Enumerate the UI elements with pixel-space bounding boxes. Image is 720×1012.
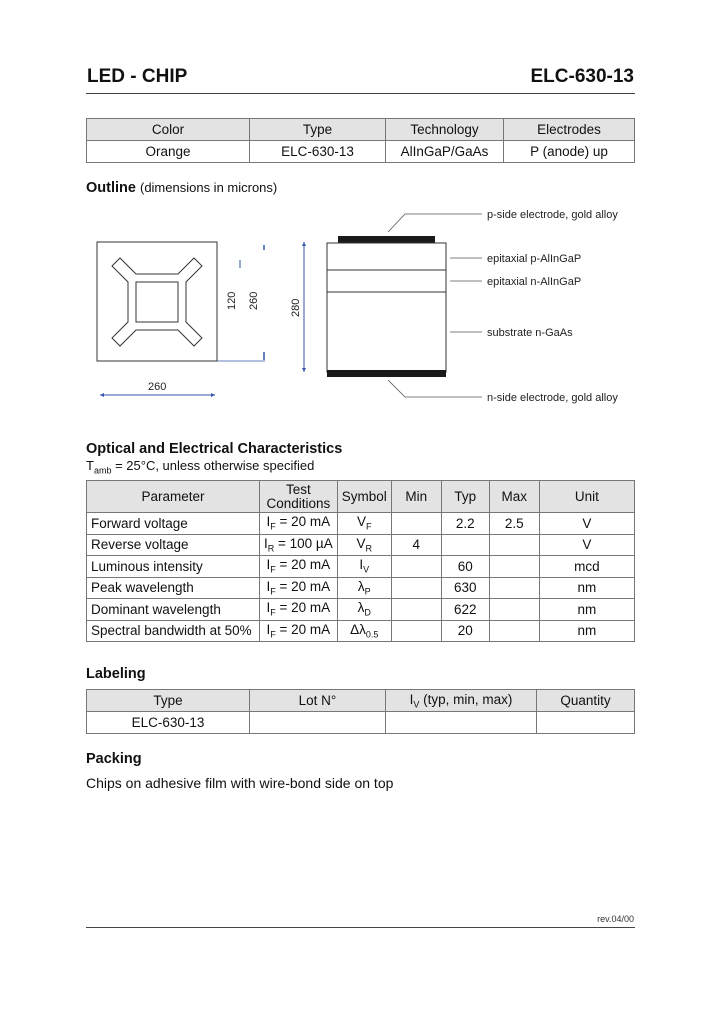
char-typ: 2.2 [441, 513, 489, 535]
header-part-number: ELC-630-13 [530, 66, 634, 87]
header-product-line: LED - CHIP [87, 66, 188, 87]
char-header-conditions: Test Conditions [260, 481, 338, 513]
label-header-type: Type [87, 690, 250, 712]
char-typ: 622 [441, 599, 489, 621]
dim-width: 260 [148, 381, 167, 393]
labeling-title: Labeling [86, 666, 146, 682]
char-unit: nm [539, 620, 634, 642]
char-cond: $I_F = 20$ mA [260, 599, 338, 621]
char-row [87, 534, 635, 556]
char-header-typ: Typ [441, 481, 489, 513]
char-typ: 20 [441, 620, 489, 642]
char-param: Peak wavelength [87, 577, 260, 599]
char-min: 4 [391, 534, 441, 556]
outline-drawing [0, 200, 720, 420]
outline-title: Outline [86, 180, 136, 196]
char-unit: V [539, 513, 634, 535]
characteristics-table [86, 480, 635, 642]
label-n-electrode: n-side electrode, gold alloy [487, 392, 618, 404]
overview-color: Orange [87, 141, 250, 163]
p-electrode-layer [338, 236, 435, 243]
char-typ: 60 [441, 556, 489, 578]
char-symbol: $\lambda_P$ [337, 577, 391, 599]
label-iv [386, 712, 537, 734]
char-param: Spectral bandwidth at 50% [87, 620, 260, 642]
dim-inner: 120 [226, 291, 238, 310]
footer-divider [86, 927, 635, 928]
chip-top-view [97, 242, 217, 361]
char-min [391, 513, 441, 535]
char-symbol: $\Delta\lambda_{0.5}$ [337, 620, 391, 642]
char-max [489, 599, 539, 621]
char-param: Luminous intensity [87, 556, 260, 578]
dim-side-height: 280 [290, 298, 302, 317]
char-header-min: Min [391, 481, 441, 513]
char-max [489, 577, 539, 599]
char-param: Forward voltage [87, 513, 260, 535]
char-typ: 630 [441, 577, 489, 599]
char-row [87, 513, 635, 535]
char-header-unit: Unit [539, 481, 634, 513]
label-substrate: substrate n-GaAs [487, 327, 573, 339]
overview-header-color: Color [87, 119, 250, 141]
overview-header-technology: Technology [386, 119, 504, 141]
char-max [489, 556, 539, 578]
char-cond: $I_F = 20$ mA [260, 577, 338, 599]
label-type: ELC-630-13 [87, 712, 250, 734]
char-symbol: $V_R$ [337, 534, 391, 556]
char-header-parameter: Parameter [87, 481, 260, 513]
bond-pad-pattern [112, 258, 202, 346]
n-electrode-layer [327, 370, 446, 377]
overview-type: ELC-630-13 [250, 141, 386, 163]
char-param: Dominant wavelength [87, 599, 260, 621]
packing-title: Packing [86, 751, 142, 767]
char-min [391, 556, 441, 578]
char-symbol: $I_V$ [337, 556, 391, 578]
char-max [489, 534, 539, 556]
label-p-electrode: p-side electrode, gold alloy [487, 209, 618, 221]
char-header-max: Max [489, 481, 539, 513]
characteristics-note: $T_{amb} = 25^\circ C$, unless otherwise specified [86, 458, 315, 476]
char-min [391, 620, 441, 642]
char-unit: nm [539, 599, 634, 621]
label-epi-p: epitaxial p-AlInGaP [487, 253, 582, 265]
char-typ [441, 534, 489, 556]
label-header-lot: Lot N° [250, 690, 386, 712]
characteristics-title: Optical and Electrical Characteristics [86, 441, 343, 457]
char-max: 2.5 [489, 513, 539, 535]
char-min [391, 599, 441, 621]
char-symbol: $V_F$ [337, 513, 391, 535]
label-lot [250, 712, 386, 734]
overview-table [86, 118, 635, 163]
char-row [87, 556, 635, 578]
outline-heading [86, 180, 277, 196]
char-param: Reverse voltage [87, 534, 260, 556]
label-quantity [537, 712, 635, 734]
char-cond: $I_F = 20$ mA [260, 513, 338, 535]
char-min [391, 577, 441, 599]
char-cond: $I_F = 20$ mA [260, 556, 338, 578]
char-header-symbol: Symbol [337, 481, 391, 513]
header-divider [86, 93, 635, 94]
char-unit: V [539, 534, 634, 556]
chip-side-view [327, 243, 446, 372]
char-symbol: $\lambda_D$ [337, 599, 391, 621]
char-cond: $I_R = 100$ µA [260, 534, 338, 556]
overview-header-type: Type [250, 119, 386, 141]
label-header-iv: $I_V$ (typ, min, max) [386, 690, 537, 712]
char-row [87, 577, 635, 599]
outline-note: (dimensions in microns) [139, 180, 278, 195]
char-max [489, 620, 539, 642]
char-unit: nm [539, 577, 634, 599]
packing-text: Chips on adhesive film with wire-bond side on top [86, 775, 394, 791]
char-row [87, 620, 635, 642]
overview-technology: AlInGaP/GaAs [386, 141, 504, 163]
label-header-quantity: Quantity [537, 690, 635, 712]
overview-header-electrodes: Electrodes [504, 119, 635, 141]
char-unit: mcd [539, 556, 634, 578]
dim-height-top: 260 [248, 291, 260, 310]
revision: rev.04/00 [597, 914, 634, 924]
label-epi-n: epitaxial n-AlInGaP [487, 276, 582, 288]
char-row [87, 599, 635, 621]
labeling-table [86, 689, 635, 734]
overview-electrodes: P (anode) up [504, 141, 635, 163]
char-cond: $I_F = 20$ mA [260, 620, 338, 642]
